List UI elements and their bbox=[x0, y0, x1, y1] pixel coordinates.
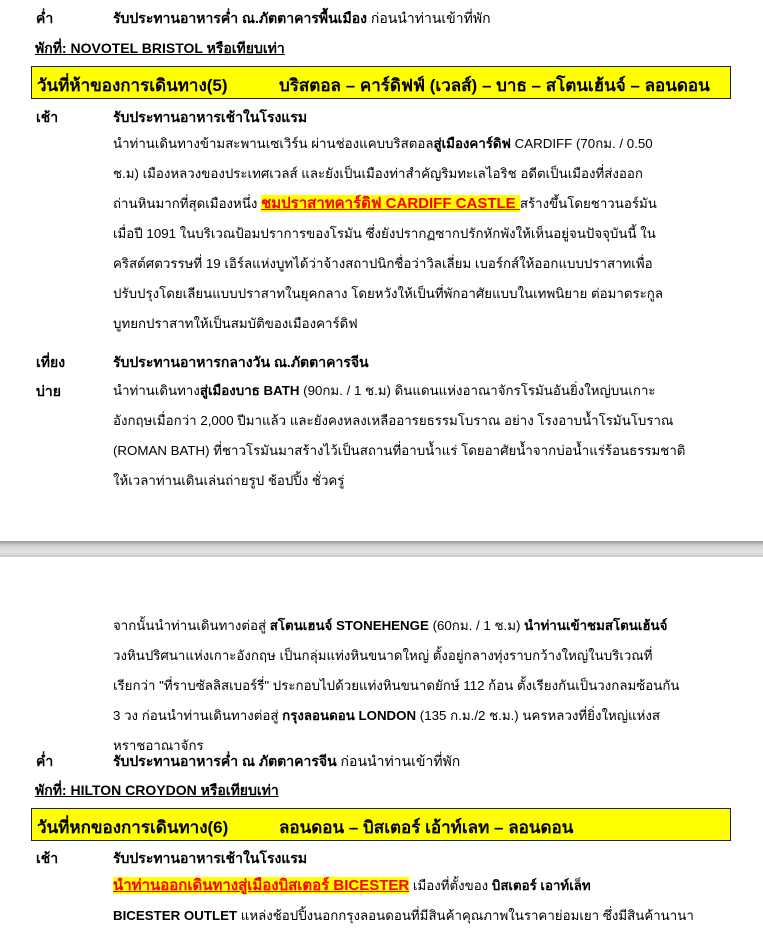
cardiff-city-name: สู่เมืองคาร์ดิฟ bbox=[433, 136, 511, 151]
stonehenge-name: สโตนเฮนจ์ STONEHENGE bbox=[269, 618, 429, 633]
day-title: วันที่ห้าของการเดินทาง(5) bbox=[37, 76, 228, 95]
bath-paragraph bbox=[113, 376, 721, 496]
para-line bbox=[113, 871, 721, 901]
dinner-text bbox=[113, 8, 491, 28]
document-page-2 bbox=[0, 557, 763, 922]
lunch-label: เที่ยง bbox=[36, 354, 66, 370]
para-line: ปรับปรุงโดยเลียนแบบปราสาทในยุคกลาง โดยหวังให้เป็นที่พักอาศัยแบบในเทพนิยาย ต่อมาตระกูล bbox=[113, 286, 664, 301]
bicester-outlet-en: BICESTER OUTLET bbox=[113, 908, 238, 923]
para-line: ช.ม) เมืองหลวงของประเทศเวลส์ และยังเป็นเมืองท่าสำคัญริมทะเลไอริช อดีตเป็นเมืองที่ส่งออก bbox=[113, 166, 643, 181]
cardiff-paragraph bbox=[113, 129, 721, 339]
dinner-bold-text: รับประทานอาหารค่ำ ณ ภัตตาคารจีน bbox=[113, 753, 337, 769]
hotel-line: พักที่: NOVOTEL BRISTOL หรือเทียบเท่า bbox=[35, 40, 285, 56]
breakfast-heading: รับประทานอาหารเช้าในโรงแรม bbox=[113, 109, 308, 125]
text-run: CARDIFF (70กม. / 0.50 bbox=[510, 136, 653, 151]
para-line: อังกฤษเมื่อกว่า 2,000 ปีมาแล้ว และยังคงหลงเหลืออารยธรรมโบราณ อย่าง โรงอาบน้ำโรมันโบราณ bbox=[113, 413, 674, 428]
lunch-text: รับประทานอาหารกลางวัน ณ.ภัตตาคารจีน bbox=[113, 354, 369, 370]
dinner-label: ค่ำ bbox=[36, 753, 54, 769]
text-run: จากนั้นนำท่านเดินทางต่อสู่ bbox=[113, 618, 270, 633]
text-run: (60กม. / 1 ช.ม) bbox=[428, 618, 525, 633]
para-line: วงหินปริศนาแห่งเกาะอังกฤษ เป็นกลุ่มแท่งหินขนาดใหญ่ ตั้งอยู่กลางทุ่งราบกว้างใหญ่ในบริเวณที่ bbox=[113, 648, 653, 663]
day-route: ลอนดอน – บิสเตอร์ เอ้าท์เลท – ลอนดอน bbox=[279, 818, 574, 837]
day-header-5 bbox=[31, 66, 731, 99]
para-line: หราชอาณาจักร bbox=[113, 738, 204, 753]
dinner-text bbox=[113, 751, 460, 771]
para-line: เรียกว่า "ที่ราบซัลลิสเบอร์รี่" ประกอบไปด้วยแท่งหินขนาดยักษ์ 112 ก้อน ตั้งเรียงกันเป็นวงกลมซ้อนกัน bbox=[113, 678, 680, 693]
para-line: คริสต์ศตวรรษที่ 19 เอิร์ลแห่งบูทได้ว่าจ้างสถาปนิกชื่อว่าวิลเลี่ยม เบอร์กส์ให้ออกแบบปราสาทเพื่อ bbox=[113, 256, 653, 271]
para-line bbox=[113, 701, 721, 731]
day-header-6 bbox=[31, 808, 731, 841]
bicester-paragraph bbox=[113, 871, 721, 931]
text-run: ถ่านหินมากที่สุดเมืองหนึ่ง bbox=[113, 196, 262, 211]
london-name: กรุงลอนดอน LONDON bbox=[282, 708, 417, 723]
bicester-highlight: นำท่านออกเดินทางสู่เมืองบิสเตอร์ BICESTER bbox=[113, 877, 410, 894]
dinner-label: ค่ำ bbox=[36, 10, 54, 26]
morning-label: เช้า bbox=[36, 109, 59, 125]
dinner-rest-text: ก่อนนำท่านเข้าที่พัก bbox=[366, 10, 491, 26]
page-separator bbox=[0, 541, 763, 557]
para-line bbox=[113, 376, 721, 406]
text-run: นำท่านเดินทาง bbox=[113, 383, 200, 398]
stonehenge-paragraph bbox=[113, 611, 721, 761]
bicester-outlet-name: บิสเตอร์ เอาท์เล็ท bbox=[491, 878, 591, 893]
text-run: (90กม. / 1 ช.ม) ดินแดนแห่งอาณาจักรโรมันอันยิ่งใหญ่บนเกาะ bbox=[299, 383, 656, 398]
para-line: บูทยกปราสาทให้เป็นสมบัติของเมืองคาร์ดิฟ bbox=[113, 316, 358, 331]
para-line: (ROMAN BATH) ที่ชาวโรมันมาสร้างไว้เป็นสถานที่อาบน้ำแร่ โดยอาศัยน้ำจากบ่อน้ำแร่ร้อนธรรมชาติ bbox=[113, 443, 686, 458]
text-run: นำท่านเดินทางข้ามสะพานเซเวิร์น ผ่านช่องแคบบริสตอล bbox=[113, 136, 434, 151]
text-run: เมืองที่ตั้งของ bbox=[409, 878, 492, 893]
day-route: บริสตอล – คาร์ดิฟฟ์ (เวลส์) – บาธ – สโตนเฮ้นจ์ – ลอนดอน bbox=[279, 76, 710, 95]
text-run: สร้างขึ้นโดยชาวนอร์มัน bbox=[519, 196, 657, 211]
para-line: เมื่อปี 1091 ในบริเวณป้อมปราการของโรมัน ซึ่งยังปรากฏซากปรักหักพังให้เห็นอยู่จนปัจจุบันนี้ ใน bbox=[113, 226, 656, 241]
cardiff-castle-highlight: ชมปราสาทคาร์ดิฟ CARDIFF CASTLE bbox=[261, 195, 520, 212]
hotel-line: พักที่: HILTON CROYDON หรือเทียบเท่า bbox=[35, 782, 279, 798]
afternoon-label: บ่าย bbox=[36, 383, 61, 399]
text-run: (135 ก.ม./2 ช.ม.) นครหลวงที่ยิ่งใหญ่แห่งส bbox=[416, 708, 660, 723]
bath-city-name: สู่เมืองบาธ BATH bbox=[199, 383, 300, 398]
para-line bbox=[113, 189, 721, 219]
day-title: วันที่หกของการเดินทาง(6) bbox=[37, 818, 229, 837]
breakfast-heading: รับประทานอาหารเช้าในโรงแรม bbox=[113, 850, 308, 866]
text-run: แหล่งช้อปปิ้งนอกกรุงลอนดอนที่มีสินค้าคุณภาพในราคาย่อมเยา ซึ่งมีสินค้านานา bbox=[237, 908, 694, 923]
dinner-rest-text: ก่อนนำท่านเข้าที่พัก bbox=[336, 753, 461, 769]
morning-label: เช้า bbox=[36, 850, 59, 866]
para-line bbox=[113, 129, 721, 159]
para-line bbox=[113, 901, 721, 931]
text-run: 3 วง ก่อนนำท่านเดินทางต่อสู่ bbox=[113, 708, 283, 723]
stonehenge-visit: นำท่านเข้าชมสโตนเฮ้นจ์ bbox=[524, 618, 668, 633]
para-line: ให้เวลาท่านเดินเล่นถ่ายรูป ช้อปปิ้ง ชั่วครู่ bbox=[113, 473, 345, 488]
dinner-bold-text: รับประทานอาหารค่ำ ณ.ภัตตาคารพื้นเมือง bbox=[113, 10, 367, 26]
para-line bbox=[113, 611, 721, 641]
